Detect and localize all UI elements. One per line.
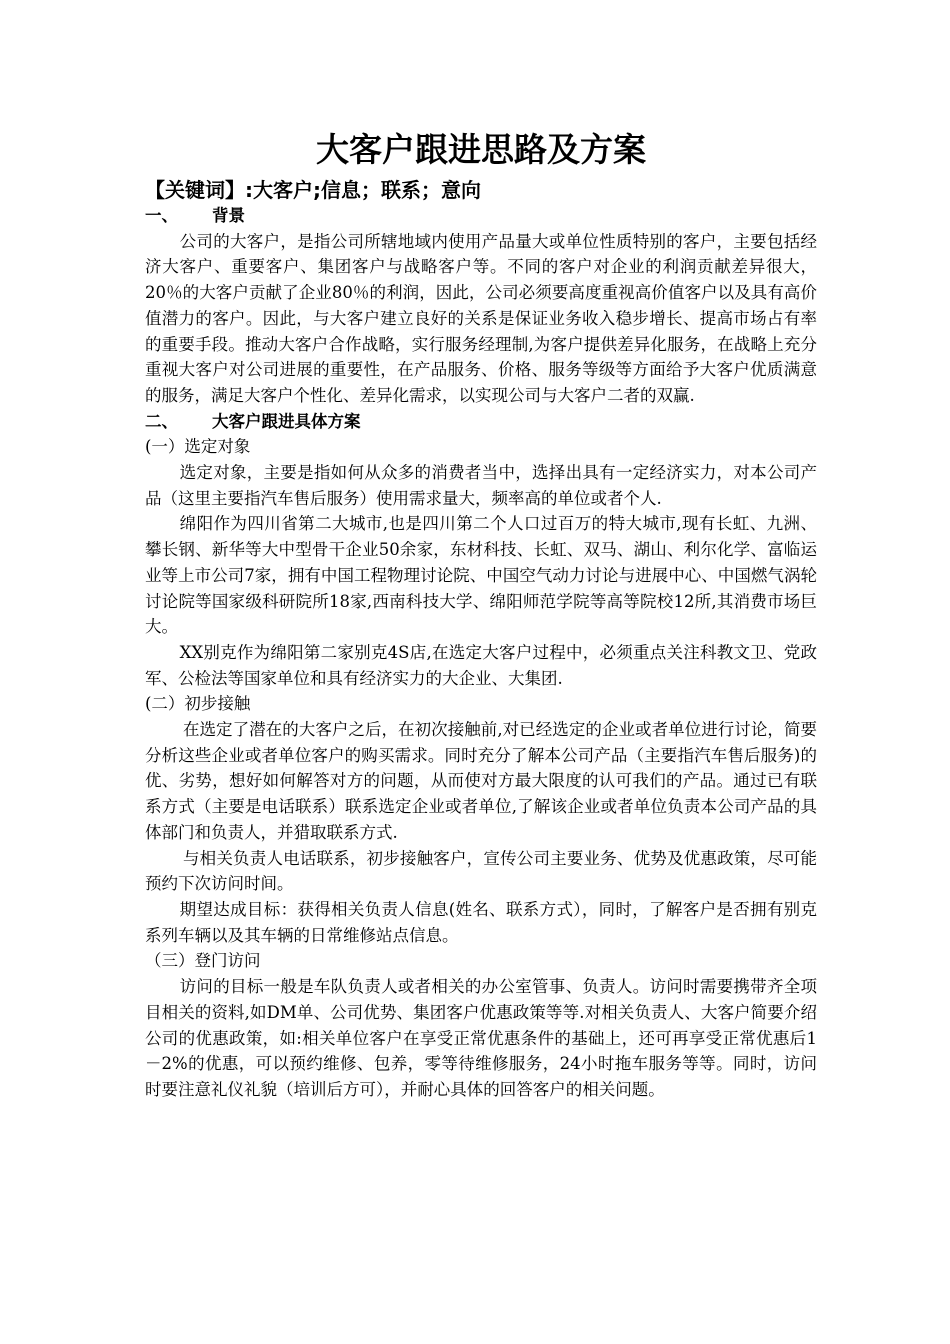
paragraph: 访问的目标一般是车队负责人或者相关的办公室管事、负责人。访问时需要携带齐全项目相关的资料,如DM单、公司优势、集团客户优惠政策等等.对相关负责人、大客户简要介绍公司的优惠政策，如:相关单位客户在享受正常优惠条件的基础上，还可再享受正常优惠后1－2%的优惠，可以预约维修、包养，零等待维修服务，24小时拖车服务等等。同时，访问时要注意礼仪礼貌（培训后方可），并耐心具体的回答客户的相关问题。 bbox=[145, 977, 817, 1099]
section-heading-background bbox=[145, 203, 817, 229]
section-number: 一、 bbox=[145, 206, 178, 225]
section-heading-plan bbox=[145, 409, 817, 435]
paragraph: 与相关负责人电话联系，初步接触客户，宣传公司主要业务、优势及优惠政策，尽可能预约下次访问时间。 bbox=[145, 848, 817, 894]
subsection-heading-initial-contact: (二）初步接触 bbox=[145, 694, 251, 714]
section-number: 二、 bbox=[145, 411, 178, 431]
section-title: 大客户跟进具体方案 bbox=[212, 411, 361, 431]
document-body bbox=[145, 128, 817, 1103]
paragraph: 期望达成目标：获得相关负责人信息(姓名、联系方式），同时，了解客户是否拥有别克系列车辆以及其车辆的日常维修站点信息。 bbox=[145, 899, 817, 945]
keywords-line: 【关键词】:大客户;信息；联系；意向 bbox=[145, 178, 481, 202]
paragraph: XX别克作为绵阳第二家别克4S店,在选定大客户过程中，必须重点关注科教文卫、党政军、公检法等国家单位和具有经济实力的大企业、大集团. bbox=[145, 642, 817, 688]
paragraph: 绵阳作为四川省第二大城市,也是四川第二个人口过百万的特大城市,现有长虹、九洲、攀长钢、新华等大中型骨干企业50余家，东材科技、长虹、双马、湖山、利尔化学、富临运业等上市公司7家，拥有中国工程物理讨论院、中国空气动力讨论与进展中心、中国燃气涡轮讨论院等国家级科研院所18家,西南科技大学、绵阳师范学院等高等院校12所,其消费市场巨大。 bbox=[145, 514, 817, 637]
paragraph: 在选定了潜在的大客户之后，在初次接触前,对已经选定的企业或者单位进行讨论，简要分析这些企业或者单位客户的购买需求。同时充分了解本公司产品（主要指汽车售后服务)的优、劣势，想好如何解答对方的问题，从而使对方最大限度的认可我们的产品。通过已有联系方式（主要是电话联系）联系选定企业或者单位,了解该企业或者单位负责本公司产品的具体部门和负责人，并猎取联系方式. bbox=[145, 720, 817, 842]
subsection-heading-visit: （三）登门访问 bbox=[145, 951, 261, 971]
paragraph: 选定对象，主要是指如何从众多的消费者当中，选择出具有一定经济实力，对本公司产品（这里主要指汽车售后服务）使用需求量大，频率高的单位或者个人. bbox=[145, 463, 817, 508]
section-title: 背景 bbox=[212, 206, 245, 225]
document-title: 大客户跟进思路及方案 bbox=[316, 130, 646, 169]
subsection-heading-select-target: (一）选定对象 bbox=[145, 437, 251, 457]
paragraph: 公司的大客户，是指公司所辖地域内使用产品量大或单位性质特别的客户，主要包括经济大客户、重要客户、集团客户与战略客户等。不同的客户对企业的利润贡献差异很大，20％的大客户贡献了企业80％的利润，因此，公司必须要高度重视高价值客户以及具有高价值潜力的客户。因此，与大客户建立良好的关系是保证业务收入稳步增长、提高市场占有率的重要手段。推动大客户合作战略，实行服务经理制,为客户提供差异化服务，在战略上充分重视大客户对公司进展的重要性，在产品服务、价格、服务等级等方面给予大客户优质满意的服务，满足大客户个性化、差异化需求，以实现公司与大客户二者的双赢. bbox=[145, 231, 817, 405]
